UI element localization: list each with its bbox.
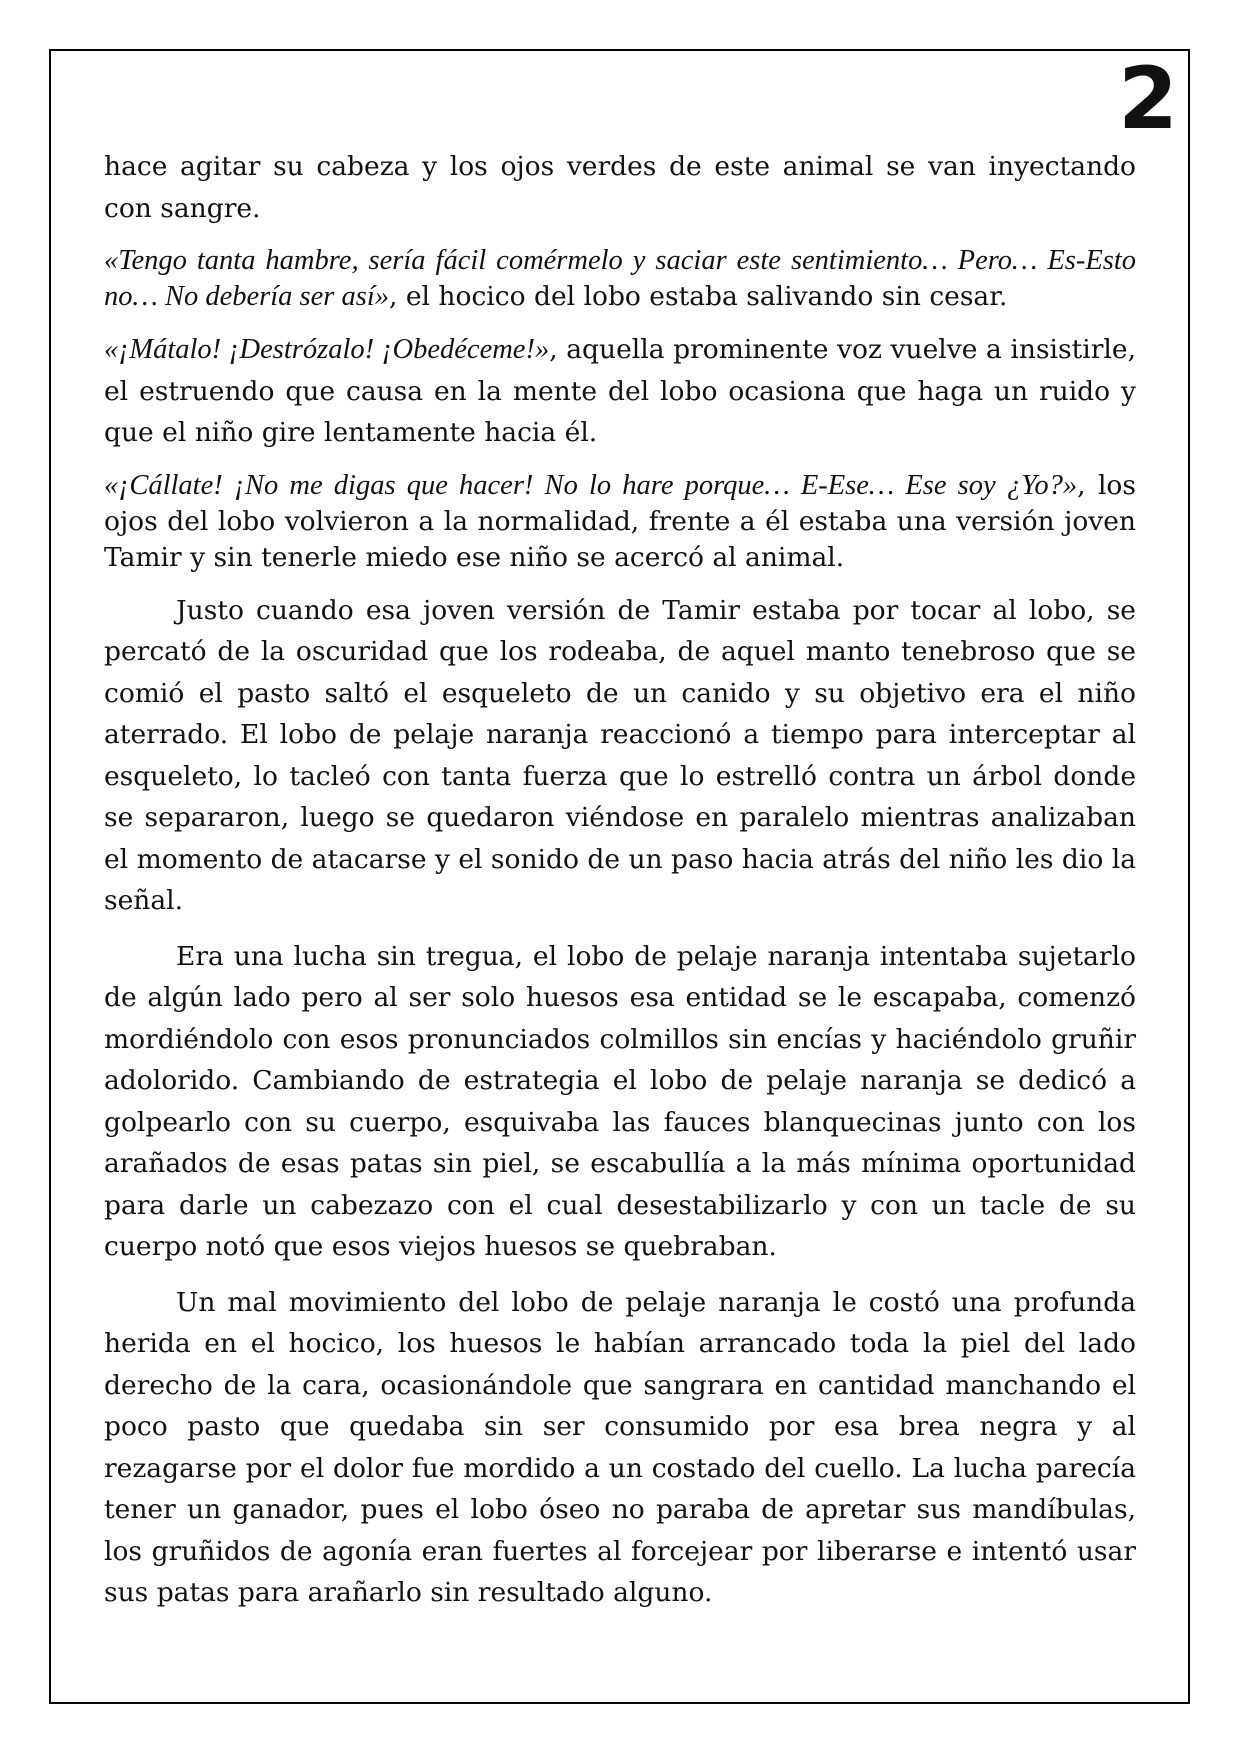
paragraph-4-thought: «¡Cállate! ¡No me digas que hacer! No lo hare porque… E-Ese… Ese soy ¿Yo?» xyxy=(104,469,1078,501)
paragraph-7 xyxy=(104,1282,1136,1614)
paragraph-4 xyxy=(104,468,1136,576)
paragraph-1 xyxy=(104,146,1136,229)
paragraph-2 xyxy=(104,243,1136,315)
paragraph-1-text: hace agitar su cabeza y los ojos verdes de este animal se van inyectando con sangre. xyxy=(104,151,1136,224)
paragraph-4-text: , los ojos del lobo volvieron a la normalidad, frente a él estaba una versión joven Tamir y sin tenerle miedo ese niño se acercó al animal. xyxy=(104,469,1136,573)
paragraph-2-thought: «Tengo tanta hambre, sería fácil comérmelo y saciar este sentimiento… Pero… Es-Esto no… No debería ser así» xyxy=(104,245,1136,312)
paragraph-6 xyxy=(104,936,1136,1268)
paragraph-7-text: Un mal movimiento del lobo de pelaje naranja le costó una profunda herida en el hocico, los huesos le habían arrancado toda la piel del lado derecho de la cara, ocasionándole que sangrara en cantidad manchando el poco pasto que quedaba sin ser consumido por esa brea negra y al rezagarse por el dolor fue mordido a un costado del cuello. La lucha parecía tener un ganador, pues el lobo óseo no paraba de apretar sus mandíbulas, los gruñidos de agonía eran fuertes al forcejear por liberarse e intentó usar sus patas para arañarlo sin resultado alguno. xyxy=(104,1286,1136,1608)
paragraph-5-text: Justo cuando esa joven versión de Tamir estaba por tocar al lobo, se percató de la oscuridad que los rodeaba, de aquel manto tenebroso que se comió el pasto saltó el esqueleto de un canido y su objetivo era el niño aterrado. El lobo de pelaje naranja reaccionó a tiempo para interceptar al esqueleto, lo tacleó con tanta fuerza que lo estrelló contra un árbol donde se separaron, luego se quedaron viéndose en paralelo mientras analizaban el momento de atacarse y el sonido de un paso hacia atrás del niño les dio la señal. xyxy=(104,594,1136,916)
page-number: 2 xyxy=(1118,49,1178,149)
paragraph-3-thought: «¡Mátalo! ¡Destrózalo! ¡Obedéceme!» xyxy=(104,334,550,365)
paragraph-3 xyxy=(104,329,1136,454)
paragraph-5 xyxy=(104,590,1136,922)
paragraph-6-text: Era una lucha sin tregua, el lobo de pelaje naranja intentaba sujetarlo de algún lado pero al ser solo huesos esa entidad se le escapaba, comenzó mordiéndolo con esos pronunciados colmillos sin encías y haciéndolo gruñir adolorido. Cambiando de estrategia el lobo de pelaje naranja se dedicó a golpearlo con su cuerpo, esquivaba las fauces blanquecinas junto con los arañados de esas patas sin piel, se escabullía a la más mínima oportunidad para darle un cabezazo con el cual desestabilizarlo y con un tacle de su cuerpo notó que esos viejos huesos se quebraban. xyxy=(104,940,1136,1262)
body-text xyxy=(104,146,1136,1628)
paragraph-2-text: , el hocico del lobo estaba salivando sin cesar. xyxy=(389,281,1008,312)
paragraph-3-text: , aquella prominente voz vuelve a insistirle, el estruendo que causa en la mente del lobo ocasiona que haga un ruido y que el niño gire lentamente hacia él. xyxy=(104,334,1136,448)
